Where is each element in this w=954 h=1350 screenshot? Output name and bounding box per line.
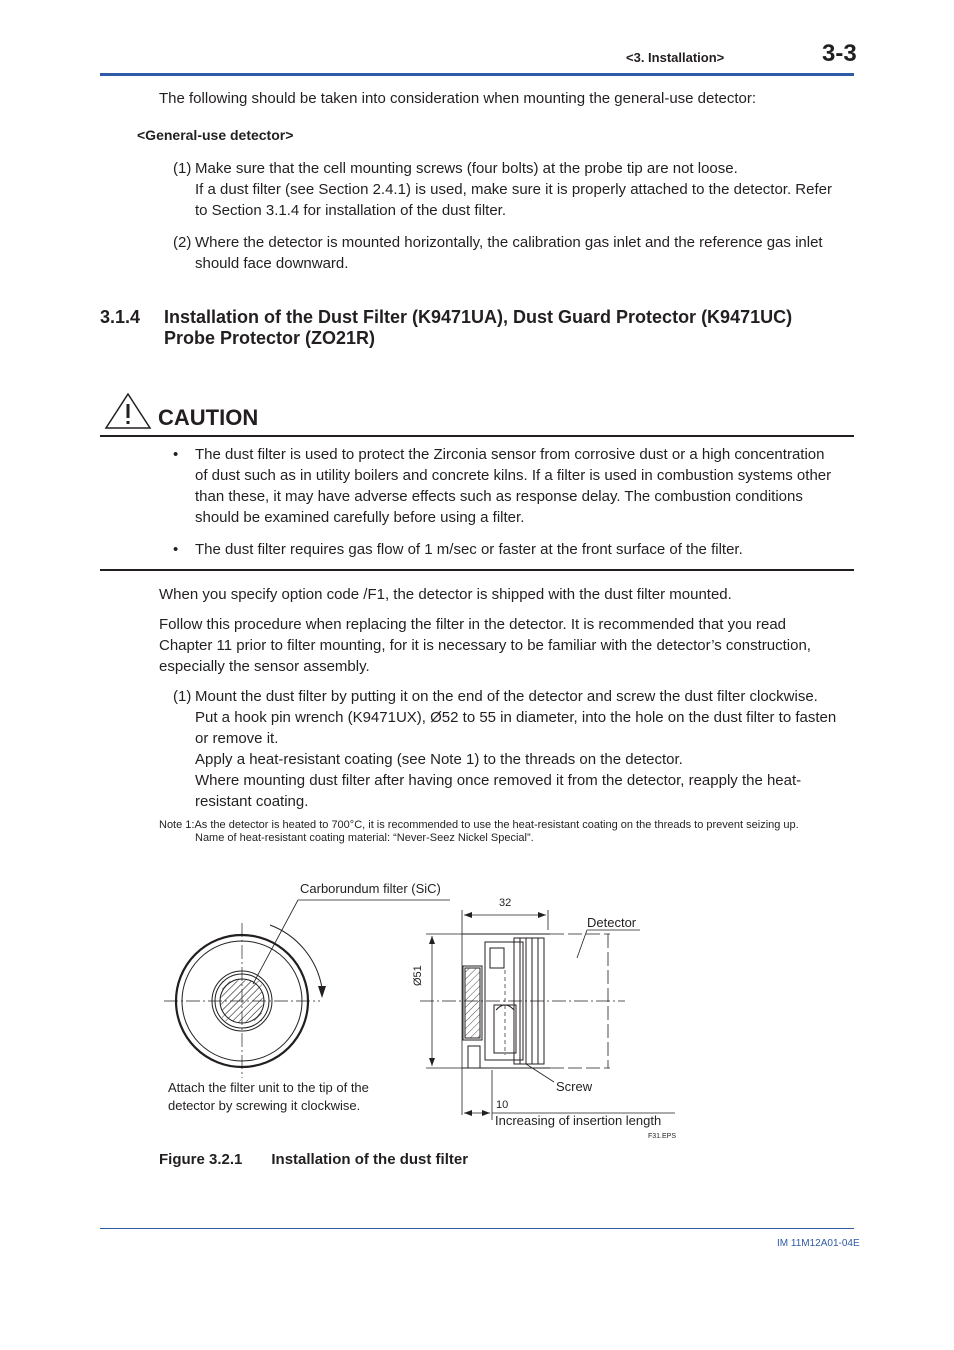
label-insertion-length: Increasing of insertion length xyxy=(495,1113,662,1128)
section-title-line: Installation of the Dust Filter (K9471UA), Dust Guard Protector (K9471UC) xyxy=(164,307,793,327)
header-rule xyxy=(100,73,854,76)
item-line: Mount the dust filter by putting it on the end of the detector and screw the dust filter clockwise. xyxy=(195,688,818,705)
procedure-intro-paragraph xyxy=(159,614,849,677)
front-view xyxy=(164,900,450,1078)
warning-triangle-icon xyxy=(103,391,153,431)
para-line: Chapter 11 prior to filter mounting, for it is necessary to be familiar with the detector’s construction, xyxy=(159,637,811,654)
bullet-mark: • xyxy=(173,541,179,558)
item-line: or remove it. xyxy=(195,730,279,747)
section-title-line: Probe Protector (ZO21R) xyxy=(164,328,376,348)
document-id: IM 11M12A01-04E xyxy=(777,1238,860,1249)
intro-text: The following should be taken into consideration when mounting the general-use detector: xyxy=(159,90,757,107)
label-detector: Detector xyxy=(587,915,637,930)
item-line: should face downward. xyxy=(195,255,349,272)
side-view xyxy=(420,910,675,1120)
page-number: 3-3 xyxy=(822,40,857,67)
bullet-mark: • xyxy=(173,446,179,463)
para-line: Follow this procedure when replacing the filter in the detector. It is recommended that you read xyxy=(159,616,787,633)
caution-bullet-1 xyxy=(173,444,848,528)
dimension-32: 32 xyxy=(499,897,512,909)
label-attach-line: Attach the filter unit to the tip of the xyxy=(168,1080,369,1095)
caution-bullet-2 xyxy=(173,539,848,560)
item-line: Where the detector is mounted horizontally, the calibration gas inlet and the reference gas inlet xyxy=(195,234,823,251)
item-line: Apply a heat-resistant coating (see Note 1) to the threads on the detector. xyxy=(195,751,683,768)
label-screw: Screw xyxy=(556,1079,593,1094)
item-line: to Section 3.1.4 for installation of the dust filter. xyxy=(195,202,507,219)
item-number: (1) xyxy=(173,688,192,705)
item-line: Make sure that the cell mounting screws (four bolts) at the probe tip are not loose. xyxy=(195,160,738,177)
note-line: Note 1:As the detector is heated to 700°C, it is recommended to use the heat-resistant coating on the threads to prevent seizing up. xyxy=(159,819,799,831)
footer-rule xyxy=(100,1228,854,1229)
bullet-line: The dust filter requires gas flow of 1 m/sec or faster at the front surface of the filter. xyxy=(195,541,743,558)
item-line: Where mounting dust filter after having once removed it from the detector, reapply the heat- xyxy=(195,772,802,789)
bullet-line: of dust such as in utility boilers and concrete kilns. If a filter is used in combustion systems other xyxy=(195,467,832,484)
note-line: Name of heat-resistant coating material: “Never-Seez Nickel Special”. xyxy=(195,832,534,844)
item-number: (2) xyxy=(173,234,192,251)
label-attach-line: detector by screwing it clockwise. xyxy=(168,1098,361,1113)
caution-title: CAUTION xyxy=(158,405,259,430)
figure-title: Installation of the dust filter xyxy=(271,1151,469,1168)
para-line: especially the sensor assembly. xyxy=(159,658,370,675)
option-code-paragraph: When you specify option code /F1, the detector is shipped with the dust filter mounted. xyxy=(159,586,732,603)
dimension-10: 10 xyxy=(496,1099,509,1111)
item-number: (1) xyxy=(173,160,192,177)
figure-file-id: F31.EPS xyxy=(648,1133,677,1140)
bullet-line: than these, it may have adverse effects such as response delay. The combustion conditions xyxy=(195,488,803,505)
note-1 xyxy=(159,819,859,845)
general-use-subhead: <General-use detector> xyxy=(137,127,294,143)
section-number: 3.1.4 xyxy=(100,307,141,327)
general-item-1 xyxy=(173,158,863,221)
general-item-2 xyxy=(173,232,863,274)
figure-number: Figure 3.2.1 xyxy=(159,1151,243,1168)
dimension-diameter-51: Ø51 xyxy=(412,965,424,986)
procedure-step-1 xyxy=(173,686,863,812)
caution-bottom-rule xyxy=(100,569,854,571)
item-line: Put a hook pin wrench (K9471UX), Ø52 to 55 in diameter, into the hole on the dust filter to fasten xyxy=(195,709,837,726)
bullet-line: should be examined carefully before using a filter. xyxy=(195,509,525,526)
caution-top-rule xyxy=(100,435,854,437)
figure-caption xyxy=(159,1151,468,1168)
label-carborundum-filter: Carborundum filter (SiC) xyxy=(300,881,441,896)
bullet-line: The dust filter is used to protect the Zirconia sensor from corrosive dust or a high concentration xyxy=(195,446,825,463)
running-header: <3. Installation> xyxy=(626,50,725,65)
item-line: resistant coating. xyxy=(195,793,309,810)
item-line: If a dust filter (see Section 2.4.1) is used, make sure it is properly attached to the detector. Refer xyxy=(195,181,832,198)
